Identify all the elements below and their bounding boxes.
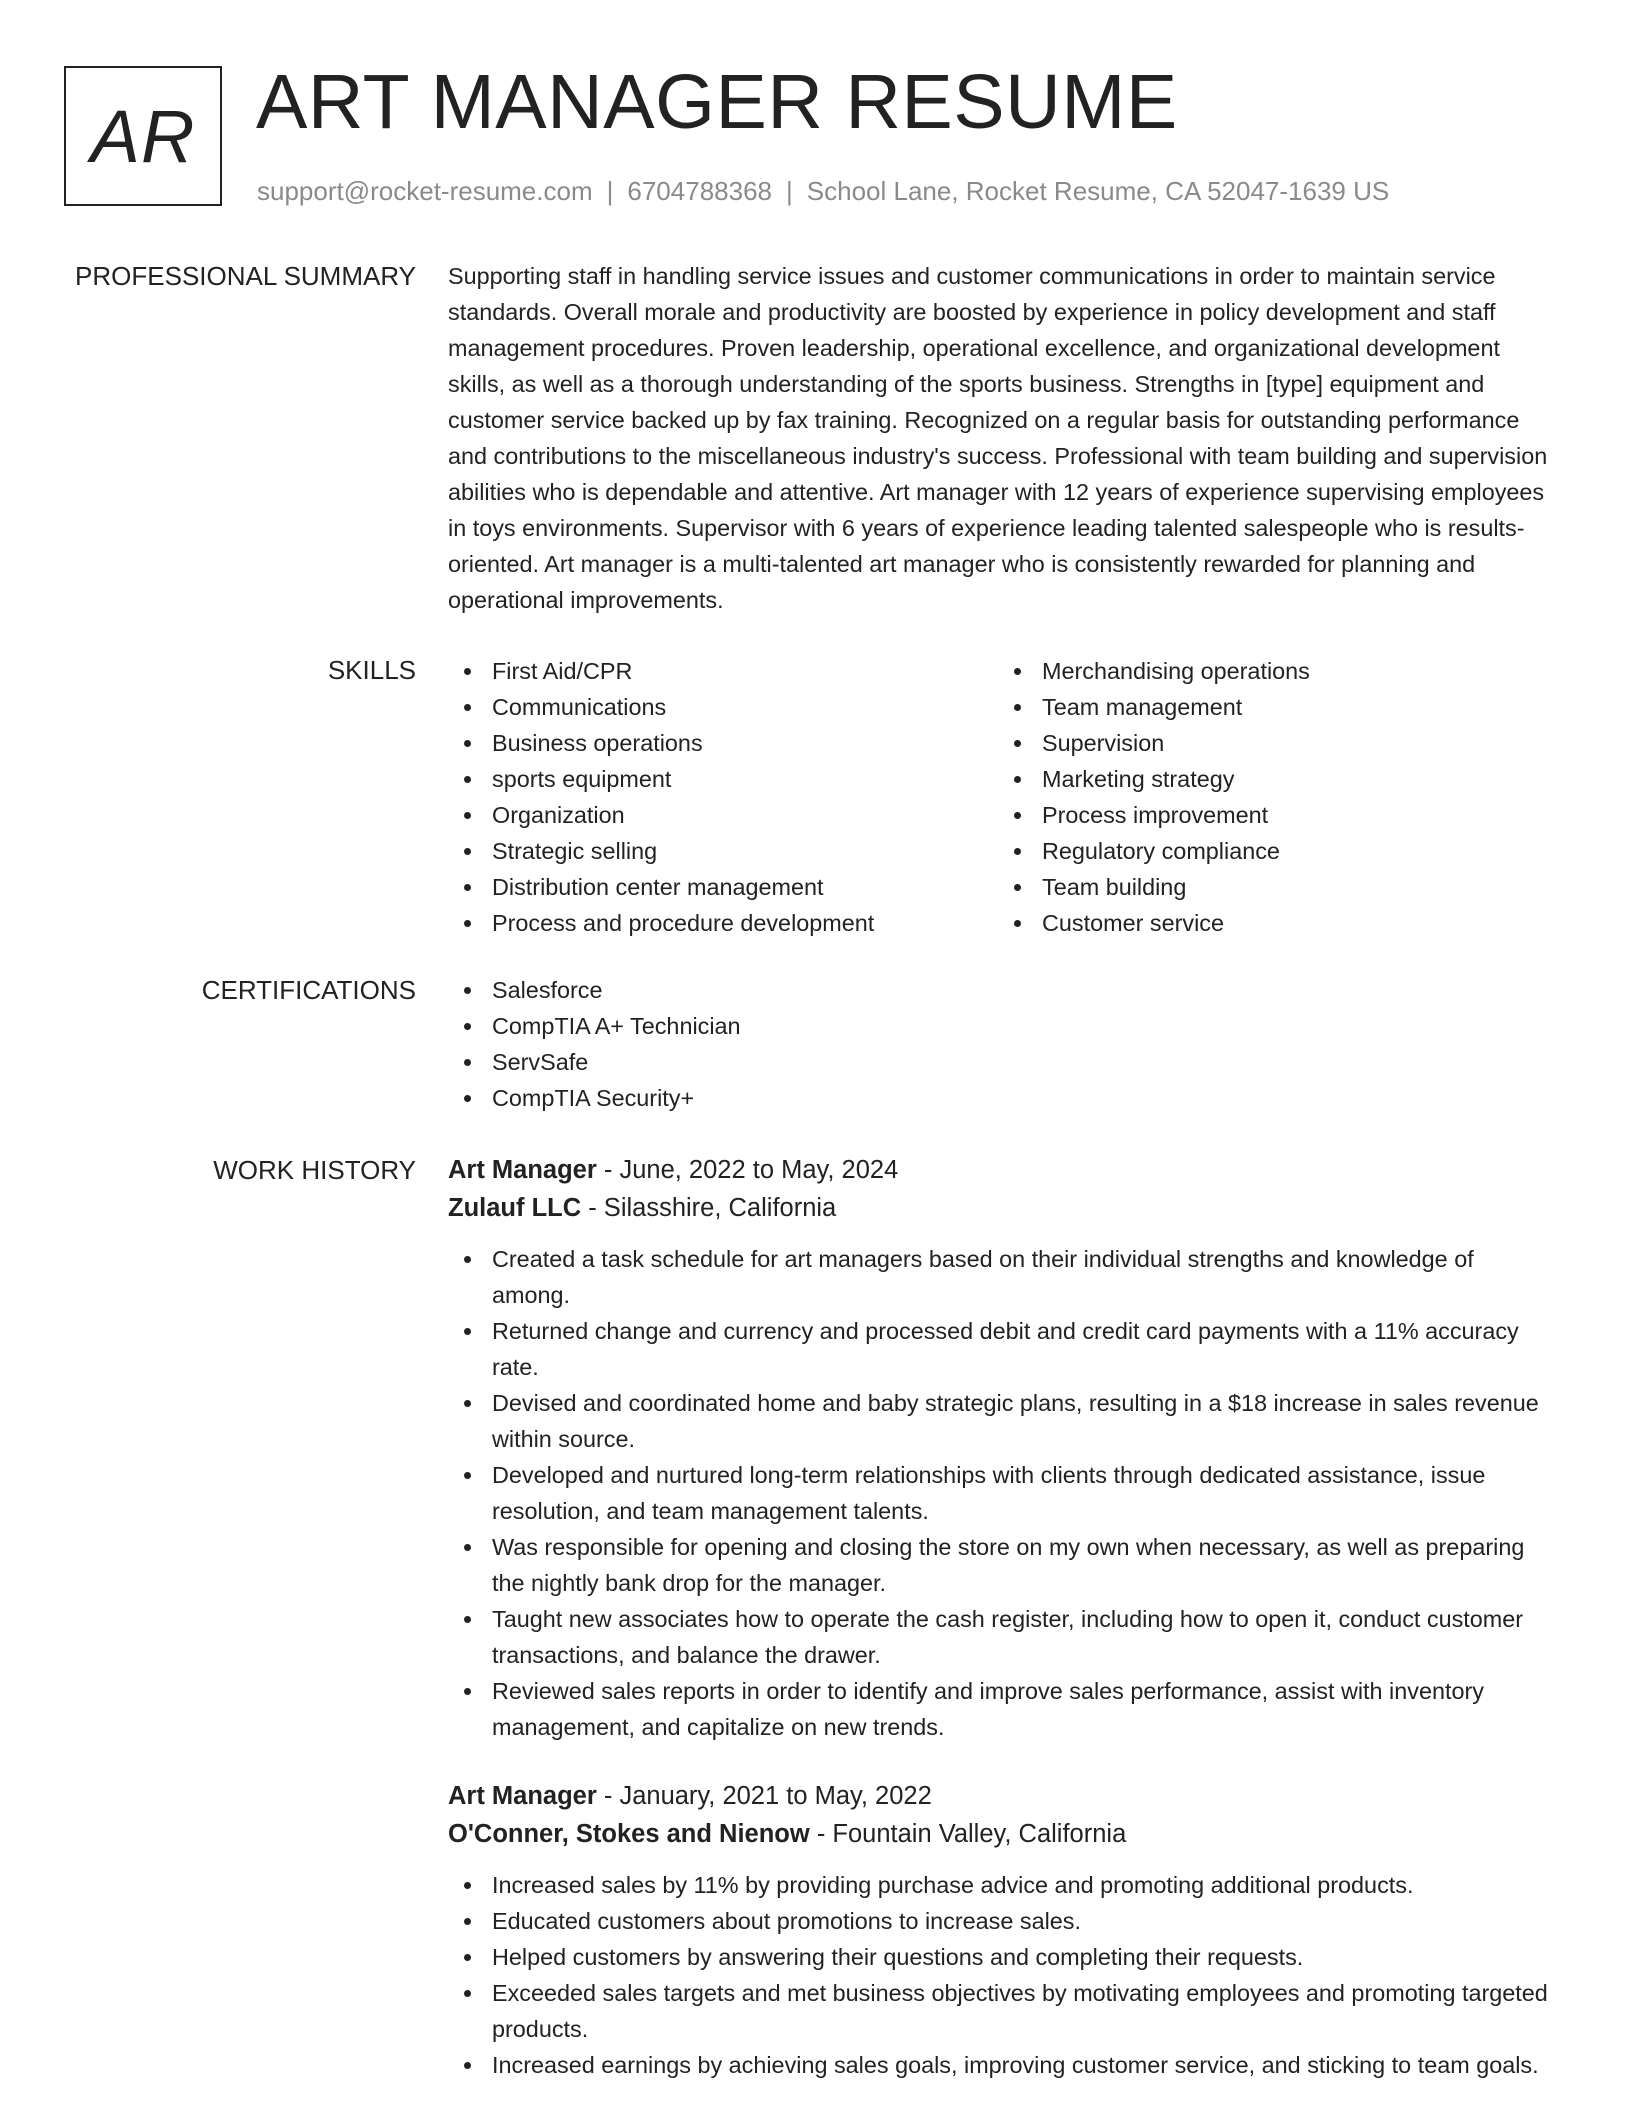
skill-item: Team management	[998, 689, 1548, 725]
job-duties-list	[448, 1867, 1558, 2083]
summary-heading: PROFESSIONAL SUMMARY	[75, 261, 416, 291]
job-entry	[448, 1777, 1558, 2083]
skill-item: Regulatory compliance	[998, 833, 1548, 869]
certification-item: ServSafe	[448, 1044, 1558, 1080]
skill-item: sports equipment	[448, 761, 998, 797]
job-title: Art Manager	[448, 1156, 597, 1184]
job-location: - Silasshire, California	[588, 1194, 837, 1222]
job-duty: Increased sales by 11% by providing purchase advice and promoting additional products.	[448, 1867, 1558, 1903]
resume-title: ART MANAGER RESUME	[256, 59, 1178, 145]
job-location: - Fountain Valley, California	[816, 1820, 1127, 1848]
certifications-heading: CERTIFICATIONS	[201, 975, 416, 1005]
skill-item: Process and procedure development	[448, 905, 998, 941]
monogram-logo: AR	[64, 66, 222, 206]
skill-item: Business operations	[448, 725, 998, 761]
contact-phone: 6704788368	[627, 176, 772, 206]
job-title: Art Manager	[448, 1782, 597, 1810]
job-duty: Returned change and currency and processed debit and credit card payments with a 11% accuracy rate.	[448, 1313, 1558, 1385]
summary-section	[448, 258, 1558, 618]
skill-item: Strategic selling	[448, 833, 998, 869]
job-duty: Exceeded sales targets and met business objectives by motivating employees and promoting targeted products.	[448, 1975, 1558, 2047]
skill-item: Organization	[448, 797, 998, 833]
skills-heading: SKILLS	[327, 655, 416, 685]
skill-item: Distribution center management	[448, 869, 998, 905]
contact-address: School Lane, Rocket Resume, CA 52047-1639 US	[806, 176, 1390, 206]
skills-list-right	[998, 653, 1548, 941]
skill-item: First Aid/CPR	[448, 653, 998, 689]
job-company: O'Conner, Stokes and Nienow	[448, 1820, 810, 1848]
certification-item: Salesforce	[448, 972, 1558, 1008]
job-duty: Educated customers about promotions to increase sales.	[448, 1903, 1558, 1939]
job-duty: Increased earnings by achieving sales goals, improving customer service, and sticking to team goals.	[448, 2047, 1558, 2083]
skill-item: Supervision	[998, 725, 1548, 761]
job-duty: Developed and nurtured long-term relationships with clients through dedicated assistance, issue resolution, and team management talents.	[448, 1457, 1558, 1529]
job-dates: - January, 2021 to May, 2022	[603, 1782, 932, 1810]
contact-email: support@rocket-resume.com	[257, 176, 593, 206]
work-history-section	[448, 1151, 1558, 2083]
certifications-section	[448, 972, 1558, 1116]
skill-item: Marketing strategy	[998, 761, 1548, 797]
job-company-line	[448, 1189, 1558, 1227]
skill-item: Process improvement	[998, 797, 1548, 833]
job-title-line	[448, 1777, 1558, 1815]
contact-line	[257, 174, 1389, 208]
skill-item: Merchandising operations	[998, 653, 1548, 689]
job-duty: Helped customers by answering their questions and completing their requests.	[448, 1939, 1558, 1975]
job-duty: Taught new associates how to operate the cash register, including how to open it, conduct customer transactions, and balance the drawer.	[448, 1601, 1558, 1673]
certification-item: CompTIA A+ Technician	[448, 1008, 1558, 1044]
skills-section	[448, 653, 1558, 941]
summary-text: Supporting staff in handling service issues and customer communications in order to maintain service standards. Overall morale and productivity are boosted by experience in policy development and staff management procedures. Proven leadership, operational excellence, and organizational development skills, as well as a thorough understanding of the sports business. Strengths in [type] equipment and customer service backed up by fax training. Recognized on a regular basis for outstanding performance and contributions to the miscellaneous industry's success. Professional with team building and supervision abilities who is dependable and attentive. Art manager with 12 years of experience supervising employees in toys environments. Supervisor with 6 years of experience leading talented salespeople who is results-oriented. Art manager is a multi-talented art manager who is consistently rewarded for planning and operational improvements.	[448, 263, 1548, 613]
job-company: Zulauf LLC	[448, 1194, 582, 1222]
skill-item: Communications	[448, 689, 998, 725]
certifications-list	[448, 972, 1558, 1116]
contact-separator: |	[606, 176, 614, 206]
job-duty: Devised and coordinated home and baby strategic plans, resulting in a $18 increase in sales revenue within source.	[448, 1385, 1558, 1457]
contact-separator: |	[786, 176, 793, 206]
work-history-heading: WORK HISTORY	[213, 1155, 416, 1185]
job-dates: - June, 2022 to May, 2024	[603, 1156, 899, 1184]
job-duties-list	[448, 1241, 1558, 1745]
job-duty: Created a task schedule for art managers based on their individual strengths and knowledge of among.	[448, 1241, 1558, 1313]
job-duty: Was responsible for opening and closing the store on my own when necessary, as well as preparing the nightly bank drop for the manager.	[448, 1529, 1558, 1601]
skill-item: Team building	[998, 869, 1548, 905]
skill-item: Customer service	[998, 905, 1548, 941]
job-title-line	[448, 1151, 1558, 1189]
certification-item: CompTIA Security+	[448, 1080, 1558, 1116]
job-company-line	[448, 1815, 1558, 1853]
job-duty: Reviewed sales reports in order to identify and improve sales performance, assist with inventory management, and capitalize on new trends.	[448, 1673, 1558, 1745]
job-entry	[448, 1151, 1558, 1745]
skills-list-left	[448, 653, 998, 941]
